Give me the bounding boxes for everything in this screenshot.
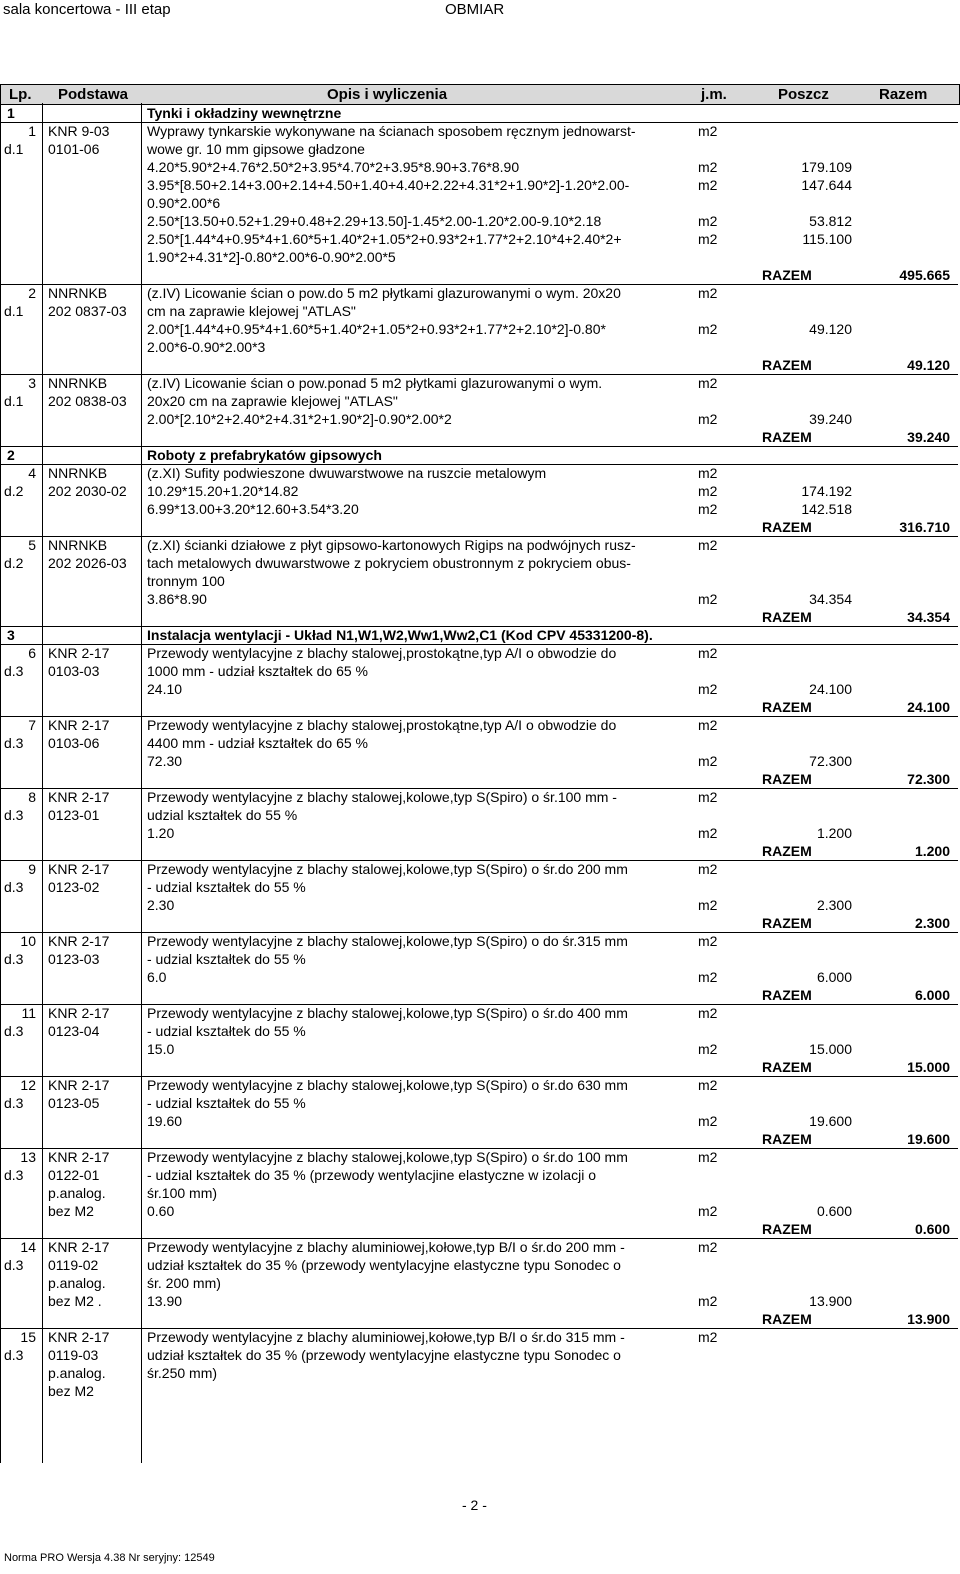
calc-value: 53.812 bbox=[809, 213, 852, 229]
item-basis: bez M2 bbox=[48, 1203, 94, 1219]
table-border bbox=[0, 103, 1, 1463]
razem-label: RAZEM bbox=[762, 915, 812, 931]
calc-value: 0.600 bbox=[816, 1203, 852, 1219]
item-basis: 202 2026-03 bbox=[48, 555, 127, 571]
item-subsection: d.3 bbox=[4, 663, 24, 679]
item-description: Przewody wentylacyjne z blachy stalowej,prostokątne,typ A/I o obwodzie do bbox=[147, 645, 617, 661]
calc-line: 2.00*6-0.90*2.00*3 bbox=[147, 339, 266, 355]
calc-unit: m2 bbox=[698, 969, 718, 985]
calc-line: 2.50*[1.44*4+0.95*4+1.60*5+1.40*2+1.05*2+0.93*2+1.77*2+2.10*4+2.40*2+ bbox=[147, 231, 622, 247]
calc-unit: m2 bbox=[698, 753, 718, 769]
calc-value: 147.644 bbox=[801, 177, 852, 193]
calc-value: 6.000 bbox=[816, 969, 852, 985]
razem-value: 1.200 bbox=[914, 843, 950, 859]
razem-label: RAZEM bbox=[762, 1311, 812, 1327]
item-description: Wyprawy tynkarskie wykonywane na ścianach sposobem ręcznym jednowarst- bbox=[147, 123, 636, 139]
razem-label: RAZEM bbox=[762, 609, 812, 625]
item-number: 4 bbox=[28, 465, 36, 481]
calc-unit: m2 bbox=[698, 483, 718, 499]
item-unit: m2 bbox=[698, 1005, 718, 1021]
razem-value: 2.300 bbox=[914, 915, 950, 931]
item-basis: bez M2 bbox=[48, 1383, 94, 1399]
item-description: Przewody wentylacyjne z blachy stalowej,kolowe,typ S(Spiro) o do śr.315 mm bbox=[147, 933, 628, 949]
calc-line: 3.86*8.90 bbox=[147, 591, 207, 607]
calc-value: 72.300 bbox=[809, 753, 852, 769]
item-number: 15 bbox=[20, 1329, 36, 1345]
item-number: 6 bbox=[28, 645, 36, 661]
item-unit: m2 bbox=[698, 1077, 718, 1093]
calc-value: 15.000 bbox=[809, 1041, 852, 1057]
item-number: 3 bbox=[28, 375, 36, 391]
razem-label: RAZEM bbox=[762, 987, 812, 1003]
item-unit: m2 bbox=[698, 285, 718, 301]
col-razem: Razem bbox=[879, 86, 928, 103]
item-description: śr. 200 mm) bbox=[147, 1275, 221, 1291]
item-description: udzial kształtek do 55 % bbox=[147, 807, 298, 823]
item-basis: 202 0838-03 bbox=[48, 393, 127, 409]
footer-version: Norma PRO Wersja 4.38 Nr seryjny: 12549 bbox=[4, 1552, 215, 1564]
item-basis: KNR 2-17 bbox=[48, 1329, 110, 1345]
item-basis: bez M2 . bbox=[48, 1293, 102, 1309]
item-unit: m2 bbox=[698, 717, 718, 733]
razem-value: 49.120 bbox=[907, 357, 950, 373]
calc-line: 1.20 bbox=[147, 825, 175, 841]
calc-line: 3.95*[8.50+2.14+3.00+2.14+4.50+1.40+4.40+2.22+4.31*2+1.90*2]-1.20*2.00- bbox=[147, 177, 630, 193]
razem-value: 495.665 bbox=[899, 267, 950, 283]
calc-unit: m2 bbox=[698, 321, 718, 337]
item-number: 7 bbox=[28, 717, 36, 733]
item-unit: m2 bbox=[698, 645, 718, 661]
item-subsection: d.3 bbox=[4, 807, 24, 823]
section-number: 1 bbox=[7, 105, 15, 121]
item-number: 5 bbox=[28, 537, 36, 553]
calc-line: 15.0 bbox=[147, 1041, 175, 1057]
item-unit: m2 bbox=[698, 465, 718, 481]
item-basis: NNRNKB bbox=[48, 465, 108, 481]
item-unit: m2 bbox=[698, 789, 718, 805]
item-basis: 0123-05 bbox=[48, 1095, 100, 1111]
calc-line: 72.30 bbox=[147, 753, 183, 769]
razem-value: 72.300 bbox=[907, 771, 950, 787]
item-unit: m2 bbox=[698, 123, 718, 139]
item-description: - udzial kształtek do 55 % bbox=[147, 951, 306, 967]
item-basis: p.analog. bbox=[48, 1365, 106, 1381]
item-subsection: d.3 bbox=[4, 951, 24, 967]
calc-line: 0.90*2.00*6 bbox=[147, 195, 221, 211]
item-description: Przewody wentylacyjne z blachy stalowej,kolowe,typ S(Spiro) o śr.do 400 mm bbox=[147, 1005, 628, 1021]
calc-value: 49.120 bbox=[809, 321, 852, 337]
calc-line: 10.29*15.20+1.20*14.82 bbox=[147, 483, 299, 499]
item-unit: m2 bbox=[698, 933, 718, 949]
calc-value: 34.354 bbox=[809, 591, 852, 607]
razem-label: RAZEM bbox=[762, 429, 812, 445]
razem-label: RAZEM bbox=[762, 267, 812, 283]
calc-unit: m2 bbox=[698, 591, 718, 607]
col-poszcz: Poszcz bbox=[778, 86, 829, 103]
razem-value: 24.100 bbox=[907, 699, 950, 715]
item-number: 10 bbox=[20, 933, 36, 949]
item-basis: KNR 2-17 bbox=[48, 861, 110, 877]
item-basis: p.analog. bbox=[48, 1185, 106, 1201]
calc-value: 115.100 bbox=[802, 231, 852, 247]
item-description: - udzial kształtek do 35 % (przewody wentylacjine elastyczne w izolacji o bbox=[147, 1167, 596, 1183]
section-title: Instalacja wentylacji - Układ N1,W1,W2,Ww1,Ww2,C1 (Kod CPV 45331200-8). bbox=[147, 627, 653, 643]
item-basis: NNRNKB bbox=[48, 537, 108, 553]
calc-value: 19.600 bbox=[809, 1113, 852, 1129]
item-subsection: d.3 bbox=[4, 735, 24, 751]
item-basis: KNR 2-17 bbox=[48, 789, 110, 805]
calc-line: 2.50*[13.50+0.52+1.29+0.48+2.29+13.50]-1.45*2.00-1.20*2.00-9.10*2.18 bbox=[147, 213, 602, 229]
razem-label: RAZEM bbox=[762, 1059, 812, 1075]
calc-unit: m2 bbox=[698, 177, 718, 193]
calc-line: 0.60 bbox=[147, 1203, 175, 1219]
item-unit: m2 bbox=[698, 1239, 718, 1255]
item-description: Przewody wentylacyjne z blachy stalowej,kolowe,typ S(Spiro) o śr.100 mm - bbox=[147, 789, 617, 805]
item-unit: m2 bbox=[698, 1149, 718, 1165]
calc-line: 19.60 bbox=[147, 1113, 183, 1129]
item-basis: NNRNKB bbox=[48, 375, 108, 391]
item-subsection: d.3 bbox=[4, 1095, 24, 1111]
item-description: (z.IV) Licowanie ścian o pow.ponad 5 m2 płytkami glazurowanymi o wym. bbox=[147, 375, 603, 391]
calc-unit: m2 bbox=[698, 411, 718, 427]
item-number: 13 bbox=[20, 1149, 36, 1165]
razem-value: 34.354 bbox=[907, 609, 950, 625]
calc-line: 1.90*2+4.31*2]-0.80*2.00*6-0.90*2.00*5 bbox=[147, 249, 396, 265]
col-lp: Lp. bbox=[9, 86, 32, 103]
item-description: 1000 mm - udział kształtek do 65 % bbox=[147, 663, 368, 679]
calc-unit: m2 bbox=[698, 159, 718, 175]
project-title: sala koncertowa - III etap bbox=[3, 1, 171, 18]
item-description: - udzial kształtek do 55 % bbox=[147, 879, 306, 895]
calc-value: 1.200 bbox=[816, 825, 852, 841]
razem-label: RAZEM bbox=[762, 519, 812, 535]
item-basis: 202 2030-02 bbox=[48, 483, 127, 499]
section-number: 2 bbox=[7, 447, 15, 463]
calc-value: 174.192 bbox=[801, 483, 852, 499]
row-divider bbox=[0, 446, 958, 447]
calc-line: 2.00*[1.44*4+0.95*4+1.60*5+1.40*2+1.05*2+0.93*2+1.77*2+2.10*2]-0.80* bbox=[147, 321, 606, 337]
col-jm: j.m. bbox=[701, 86, 727, 103]
item-basis: 0119-02 bbox=[48, 1257, 99, 1273]
item-subsection: d.1 bbox=[4, 393, 24, 409]
column-header-row bbox=[0, 84, 960, 105]
item-basis: 0122-01 bbox=[48, 1167, 100, 1183]
item-description: - udzial kształtek do 55 % bbox=[147, 1023, 306, 1039]
item-number: 9 bbox=[28, 861, 36, 877]
calc-unit: m2 bbox=[698, 231, 718, 247]
item-description: (z.IV) Licowanie ścian o pow.do 5 m2 płytkami glazurowanymi o wym. 20x20 bbox=[147, 285, 621, 301]
item-description: - udzial kształtek do 55 % bbox=[147, 1095, 306, 1111]
row-divider bbox=[0, 104, 958, 105]
item-subsection: d.3 bbox=[4, 1167, 24, 1183]
item-description: Przewody wentylacyjne z blachy stalowej,kolowe,typ S(Spiro) o śr.do 100 mm bbox=[147, 1149, 628, 1165]
col-opis: Opis i wyliczenia bbox=[327, 86, 448, 103]
item-description: (z.XI) Sufity podwieszone dwuwarstwowe na ruszcie metalowym bbox=[147, 465, 547, 481]
item-description: Przewody wentylacyjne z blachy stalowej,kolowe,typ S(Spiro) o śr.do 200 mm bbox=[147, 861, 628, 877]
razem-value: 15.000 bbox=[907, 1059, 950, 1075]
razem-label: RAZEM bbox=[762, 843, 812, 859]
item-basis: KNR 2-17 bbox=[48, 645, 110, 661]
calc-line: 2.30 bbox=[147, 897, 175, 913]
razem-value: 19.600 bbox=[907, 1131, 950, 1147]
item-number: 1 bbox=[28, 123, 36, 139]
item-basis: 0119-03 bbox=[48, 1347, 99, 1363]
item-subsection: d.1 bbox=[4, 141, 24, 157]
item-basis: 0123-02 bbox=[48, 879, 100, 895]
razem-value: 39.240 bbox=[907, 429, 950, 445]
item-basis: KNR 2-17 bbox=[48, 1077, 110, 1093]
calc-value: 179.109 bbox=[801, 159, 852, 175]
section-number: 3 bbox=[7, 627, 15, 643]
item-subsection: d.3 bbox=[4, 879, 24, 895]
item-basis: KNR 2-17 bbox=[48, 1149, 110, 1165]
calc-line: 13.90 bbox=[147, 1293, 183, 1309]
item-description: Przewody wentylacyjne z blachy aluminiowej,kołowe,typ B/I o śr.do 200 mm - bbox=[147, 1239, 625, 1255]
item-basis: 202 0837-03 bbox=[48, 303, 127, 319]
item-basis: 0123-04 bbox=[48, 1023, 100, 1039]
razem-label: RAZEM bbox=[762, 699, 812, 715]
item-basis: 0101-06 bbox=[48, 141, 100, 157]
razem-label: RAZEM bbox=[762, 1221, 812, 1237]
item-description: (z.XI) ścianki działowe z płyt gipsowo-kartonowych Rigips na podwójnych rusz- bbox=[147, 537, 636, 553]
item-number: 14 bbox=[20, 1239, 36, 1255]
item-description: tronnym 100 bbox=[147, 573, 225, 589]
calc-unit: m2 bbox=[698, 1113, 718, 1129]
item-description: wowe gr. 10 mm gipsowe gładzone bbox=[147, 141, 365, 157]
calc-unit: m2 bbox=[698, 501, 718, 517]
section-title: Tynki i okładziny wewnętrzne bbox=[147, 105, 342, 121]
calc-value: 24.100 bbox=[809, 681, 852, 697]
item-description: śr.100 mm) bbox=[147, 1185, 218, 1201]
item-number: 11 bbox=[21, 1005, 36, 1021]
table-border bbox=[141, 103, 142, 1463]
item-basis: KNR 9-03 bbox=[48, 123, 110, 139]
item-subsection: d.1 bbox=[4, 303, 24, 319]
calc-unit: m2 bbox=[698, 1293, 718, 1309]
page-header bbox=[0, 0, 960, 20]
item-unit: m2 bbox=[698, 375, 718, 391]
calc-value: 13.900 bbox=[809, 1293, 852, 1309]
item-basis: p.analog. bbox=[48, 1275, 106, 1291]
razem-value: 0.600 bbox=[914, 1221, 950, 1237]
item-description: Przewody wentylacyjne z blachy aluminiowej,kołowe,typ B/I o śr.do 315 mm - bbox=[147, 1329, 625, 1345]
item-description: tach metalowych dwuwarstwowe z pokryciem obustronnym z pokryciem obus- bbox=[147, 555, 631, 571]
calc-value: 2.300 bbox=[816, 897, 852, 913]
item-unit: m2 bbox=[698, 537, 718, 553]
item-number: 2 bbox=[28, 285, 36, 301]
item-basis: NNRNKB bbox=[48, 285, 108, 301]
item-subsection: d.2 bbox=[4, 555, 24, 571]
calc-unit: m2 bbox=[698, 1041, 718, 1057]
item-subsection: d.3 bbox=[4, 1347, 24, 1363]
item-number: 12 bbox=[20, 1077, 36, 1093]
razem-value: 316.710 bbox=[899, 519, 950, 535]
item-description: udział kształtek do 35 % (przewody wentylacyjne elastyczne typu Sonodec o bbox=[147, 1257, 621, 1273]
item-basis: KNR 2-17 bbox=[48, 933, 110, 949]
item-description: cm na zaprawie klejowej "ATLAS" bbox=[147, 303, 356, 319]
calc-unit: m2 bbox=[698, 213, 718, 229]
razem-value: 6.000 bbox=[914, 987, 950, 1003]
calc-line: 6.99*13.00+3.20*12.60+3.54*3.20 bbox=[147, 501, 359, 517]
item-basis: KNR 2-17 bbox=[48, 1005, 110, 1021]
calc-unit: m2 bbox=[698, 681, 718, 697]
item-description: Przewody wentylacyjne z blachy stalowej,prostokątne,typ A/I o obwodzie do bbox=[147, 717, 617, 733]
table-border bbox=[42, 103, 43, 1463]
razem-label: RAZEM bbox=[762, 771, 812, 787]
item-basis: KNR 2-17 bbox=[48, 717, 110, 733]
item-description: Przewody wentylacyjne z blachy stalowej,kolowe,typ S(Spiro) o śr.do 630 mm bbox=[147, 1077, 628, 1093]
calc-line: 2.00*[2.10*2+2.40*2+4.31*2+1.90*2]-0.90*2.00*2 bbox=[147, 411, 452, 427]
item-description: udział kształtek do 35 % (przewody wentylacyjne elastyczne typu Sonodec o bbox=[147, 1347, 621, 1363]
item-number: 8 bbox=[28, 789, 36, 805]
razem-label: RAZEM bbox=[762, 1131, 812, 1147]
item-description: śr.250 mm) bbox=[147, 1365, 218, 1381]
col-podstawa: Podstawa bbox=[58, 86, 129, 103]
section-title: Roboty z prefabrykatów gipsowych bbox=[147, 447, 382, 463]
item-subsection: d.2 bbox=[4, 483, 24, 499]
razem-value: 13.900 bbox=[907, 1311, 950, 1327]
item-subsection: d.3 bbox=[4, 1257, 24, 1273]
razem-label: RAZEM bbox=[762, 357, 812, 373]
item-unit: m2 bbox=[698, 861, 718, 877]
item-basis: 0123-03 bbox=[48, 951, 100, 967]
item-basis: 0103-03 bbox=[48, 663, 100, 679]
item-basis: 0123-01 bbox=[48, 807, 100, 823]
item-unit: m2 bbox=[698, 1329, 718, 1345]
item-description: 4400 mm - udział kształtek do 65 % bbox=[147, 735, 368, 751]
calc-value: 142.518 bbox=[801, 501, 852, 517]
page-number: - 2 - bbox=[462, 1497, 487, 1513]
calc-line: 4.20*5.90*2+4.76*2.50*2+3.95*4.70*2+3.95*8.90+3.76*8.90 bbox=[147, 159, 520, 175]
calc-line: 24.10 bbox=[147, 681, 183, 697]
document-type: OBMIAR bbox=[445, 1, 505, 18]
calc-unit: m2 bbox=[698, 1203, 718, 1219]
calc-unit: m2 bbox=[698, 897, 718, 913]
item-description: 20x20 cm na zaprawie klejowej "ATLAS" bbox=[147, 393, 398, 409]
item-subsection: d.3 bbox=[4, 1023, 24, 1039]
item-basis: KNR 2-17 bbox=[48, 1239, 110, 1255]
item-basis: 0103-06 bbox=[48, 735, 100, 751]
calc-unit: m2 bbox=[698, 825, 718, 841]
calc-value: 39.240 bbox=[809, 411, 852, 427]
calc-line: 6.0 bbox=[147, 969, 167, 985]
